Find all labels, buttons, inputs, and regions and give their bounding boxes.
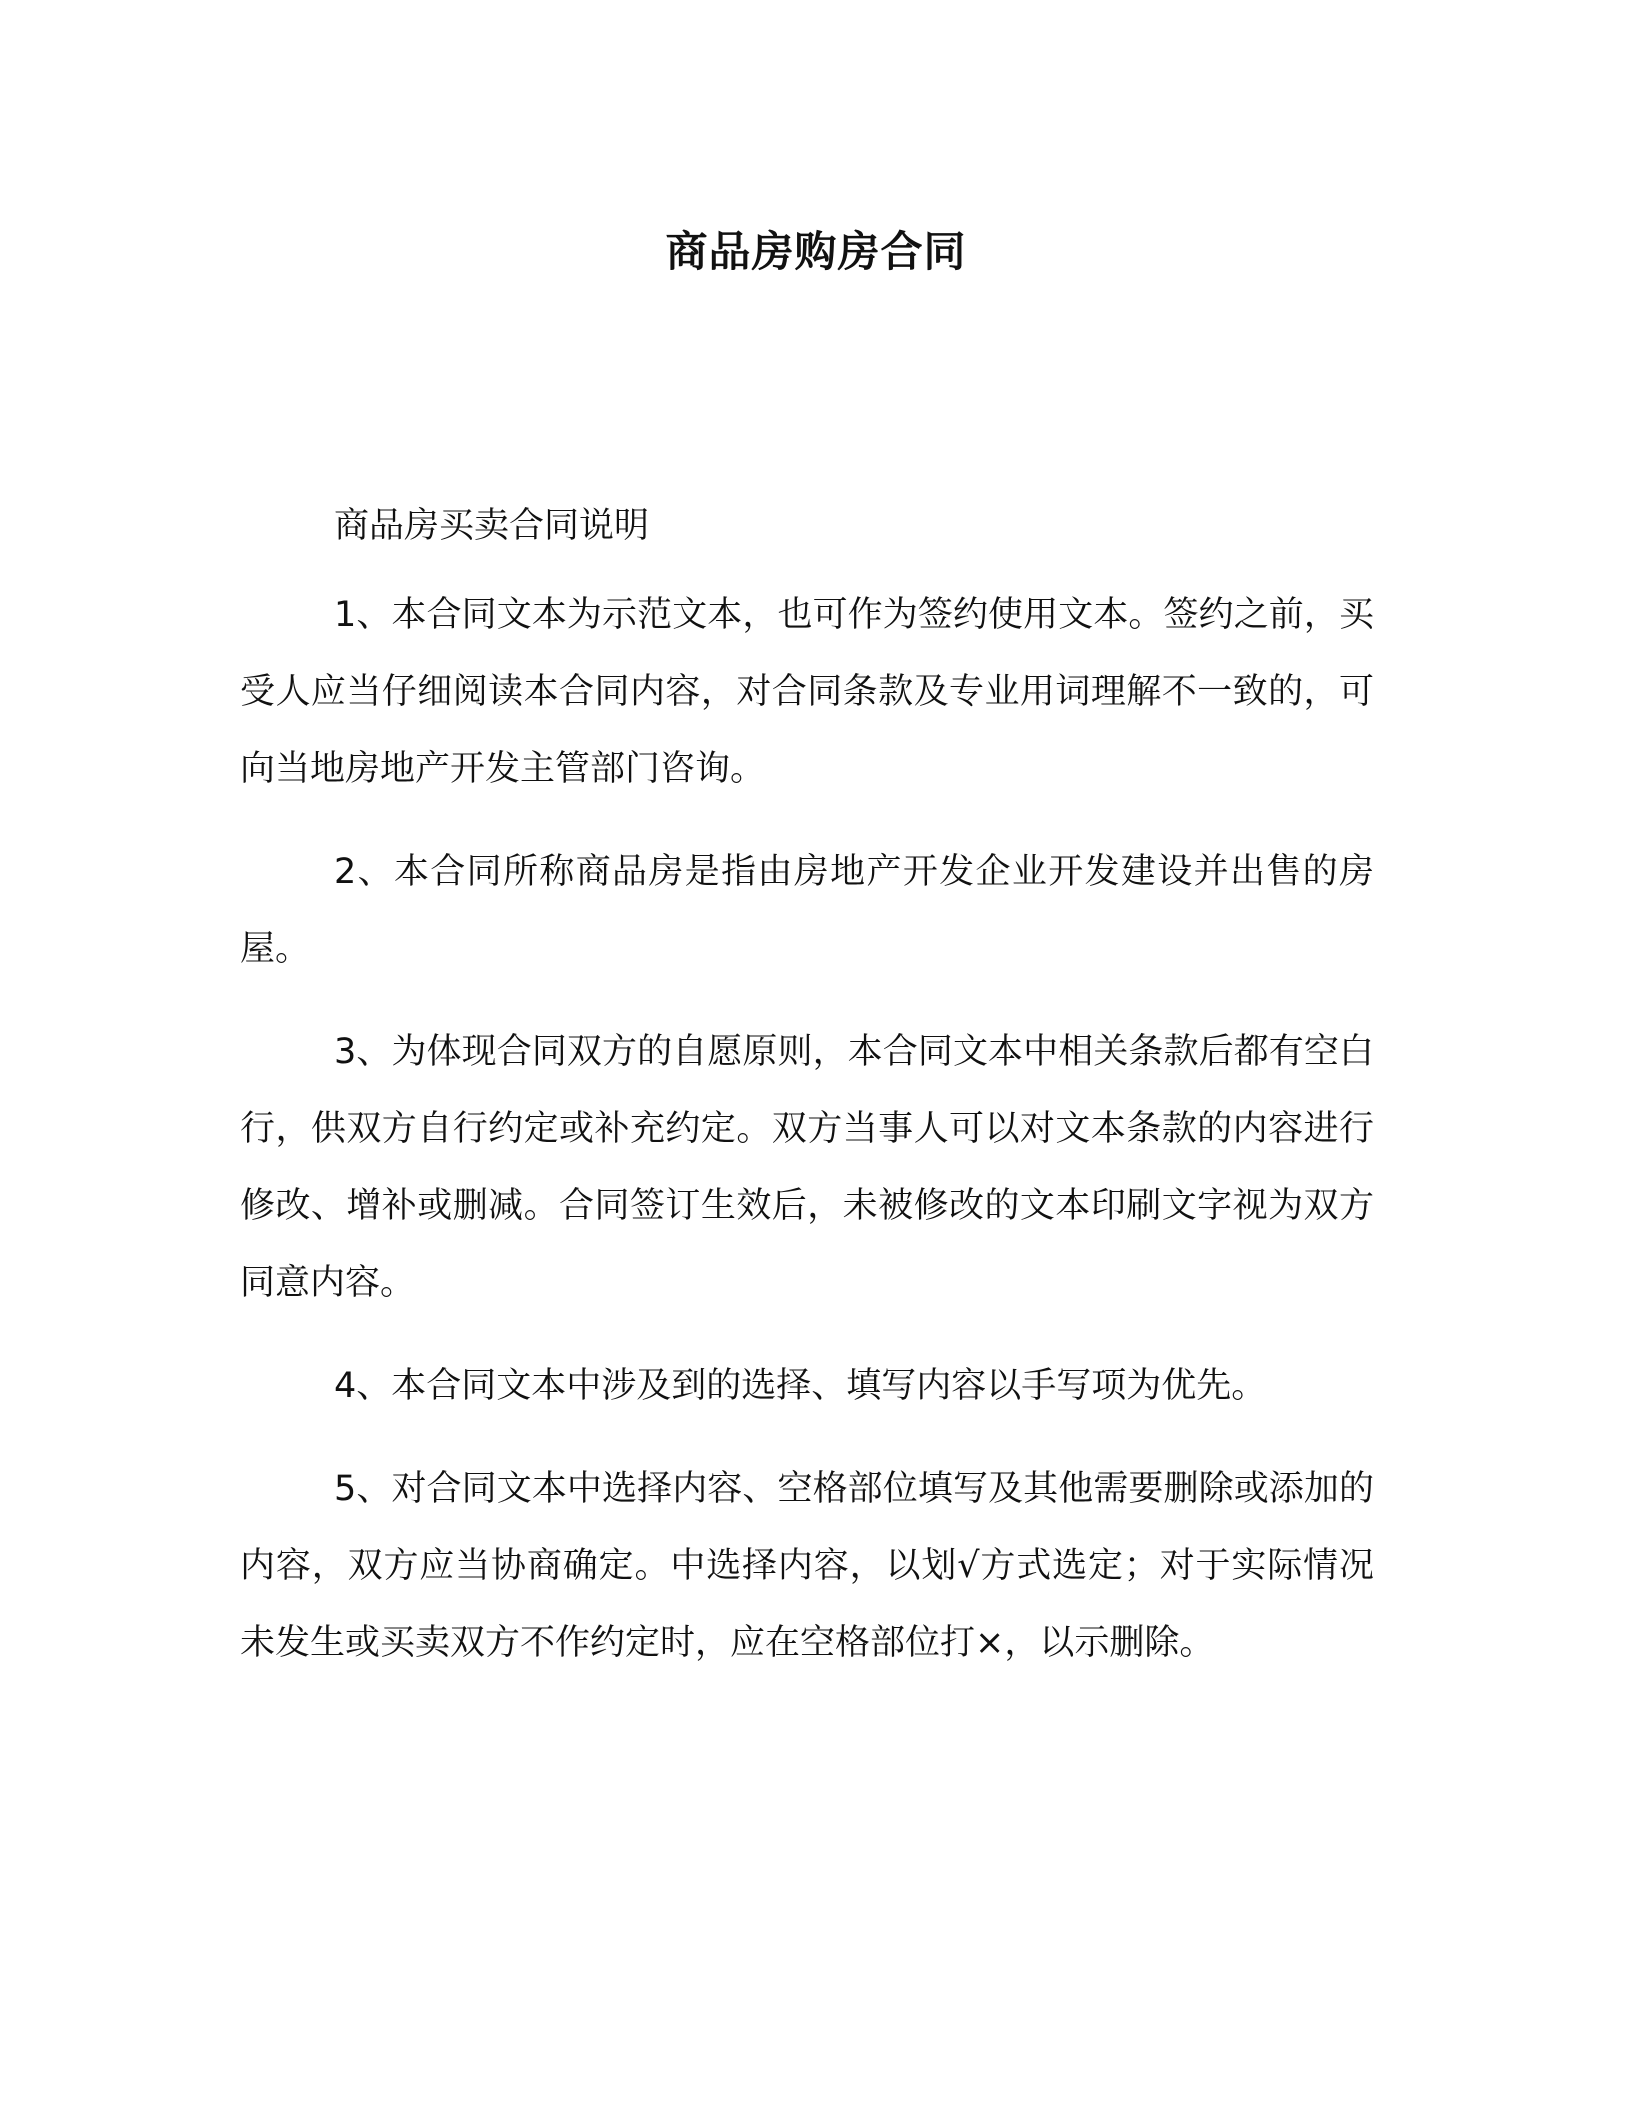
section-heading: 商品房买卖合同说明	[334, 506, 650, 546]
paragraph-2: 2、本合同所称商品房是指由房地产开发企业开发建设并出售的房屋。	[240, 852, 1374, 969]
paragraph-5: 5、对合同文本中选择内容、空格部位填写及其他需要删除或添加的内容，双方应当协商确定。中选择内容，以划√方式选定；对于实际情况未发生或买卖双方不作约定时，应在空格部位打×，以示删除。	[240, 1469, 1374, 1663]
paragraph-4: 4、本合同文本中涉及到的选择、填写内容以手写项为优先。	[334, 1366, 1267, 1406]
document-body	[240, 488, 1374, 1708]
paragraph-1: 1、本合同文本为示范文本，也可作为签约使用文本。签约之前，买受人应当仔细阅读本合同内容，对合同条款及专业用词理解不一致的，可向当地房地产开发主管部门咨询。	[240, 595, 1374, 789]
paragraph-3: 3、为体现合同双方的自愿原则，本合同文本中相关条款后都有空白行，供双方自行约定或补充约定。双方当事人可以对文本条款的内容进行修改、增补或删减。合同签订生效后，未被修改的文本印刷文字视为双方同意内容。	[240, 1032, 1374, 1303]
document-title: 商品房购房合同	[665, 227, 967, 276]
